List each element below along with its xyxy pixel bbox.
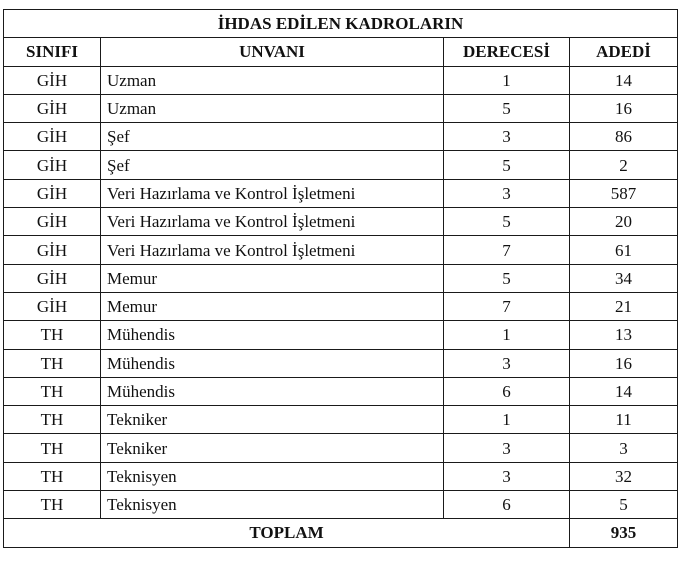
- cell-sinifi: TH: [4, 349, 101, 377]
- cell-derecesi: 6: [444, 377, 570, 405]
- cell-adedi: 14: [570, 66, 678, 94]
- table-row: [4, 406, 678, 434]
- cell-adedi: 3: [570, 434, 678, 462]
- cell-derecesi: 1: [444, 406, 570, 434]
- cell-unvani: Mühendis: [101, 321, 444, 349]
- total-value: 935: [570, 519, 678, 547]
- table-row: [4, 349, 678, 377]
- cell-adedi: 16: [570, 349, 678, 377]
- table-row: [4, 236, 678, 264]
- cell-unvani: Memur: [101, 264, 444, 292]
- header-row: [4, 38, 678, 66]
- cell-adedi: 5: [570, 491, 678, 519]
- cell-sinifi: GİH: [4, 123, 101, 151]
- cell-derecesi: 5: [444, 208, 570, 236]
- cell-sinifi: TH: [4, 491, 101, 519]
- total-row: [4, 519, 678, 547]
- cell-derecesi: 6: [444, 491, 570, 519]
- cell-derecesi: 7: [444, 236, 570, 264]
- title-row: [4, 10, 678, 38]
- cell-sinifi: TH: [4, 462, 101, 490]
- header-unvani: UNVANI: [101, 38, 444, 66]
- cell-adedi: 20: [570, 208, 678, 236]
- cell-sinifi: GİH: [4, 179, 101, 207]
- table-row: [4, 208, 678, 236]
- table-row: [4, 264, 678, 292]
- cell-derecesi: 7: [444, 292, 570, 320]
- cell-derecesi: 5: [444, 151, 570, 179]
- cell-unvani: Tekniker: [101, 434, 444, 462]
- table-title: İHDAS EDİLEN KADROLARIN: [4, 10, 678, 38]
- table-row: [4, 462, 678, 490]
- cell-derecesi: 3: [444, 462, 570, 490]
- cell-derecesi: 1: [444, 66, 570, 94]
- cell-derecesi: 3: [444, 179, 570, 207]
- cell-derecesi: 3: [444, 123, 570, 151]
- cell-derecesi: 5: [444, 94, 570, 122]
- cell-unvani: Veri Hazırlama ve Kontrol İşletmeni: [101, 236, 444, 264]
- cell-unvani: Teknisyen: [101, 462, 444, 490]
- table-row: [4, 66, 678, 94]
- table-row: [4, 377, 678, 405]
- header-adedi: ADEDİ: [570, 38, 678, 66]
- cell-sinifi: TH: [4, 434, 101, 462]
- table-body: [4, 66, 678, 519]
- cell-adedi: 61: [570, 236, 678, 264]
- cell-derecesi: 5: [444, 264, 570, 292]
- cell-unvani: Mühendis: [101, 349, 444, 377]
- cell-adedi: 2: [570, 151, 678, 179]
- table-row: [4, 321, 678, 349]
- header-derecesi: DERECESİ: [444, 38, 570, 66]
- cell-adedi: 86: [570, 123, 678, 151]
- table-row: [4, 491, 678, 519]
- header-sinifi: SINIFI: [4, 38, 101, 66]
- cell-unvani: Veri Hazırlama ve Kontrol İşletmeni: [101, 179, 444, 207]
- cell-adedi: 14: [570, 377, 678, 405]
- table-row: [4, 123, 678, 151]
- cell-sinifi: TH: [4, 321, 101, 349]
- cell-unvani: Uzman: [101, 66, 444, 94]
- table-row: [4, 292, 678, 320]
- cell-adedi: 34: [570, 264, 678, 292]
- cell-unvani: Tekniker: [101, 406, 444, 434]
- cell-adedi: 587: [570, 179, 678, 207]
- cell-unvani: Uzman: [101, 94, 444, 122]
- cell-unvani: Mühendis: [101, 377, 444, 405]
- kadro-table: [3, 9, 678, 548]
- cell-derecesi: 3: [444, 434, 570, 462]
- cell-adedi: 11: [570, 406, 678, 434]
- cell-adedi: 16: [570, 94, 678, 122]
- cell-sinifi: GİH: [4, 66, 101, 94]
- cell-unvani: Veri Hazırlama ve Kontrol İşletmeni: [101, 208, 444, 236]
- table-row: [4, 151, 678, 179]
- cell-adedi: 32: [570, 462, 678, 490]
- cell-derecesi: 1: [444, 321, 570, 349]
- cell-sinifi: GİH: [4, 264, 101, 292]
- cell-sinifi: TH: [4, 377, 101, 405]
- cell-unvani: Şef: [101, 123, 444, 151]
- cell-sinifi: TH: [4, 406, 101, 434]
- cell-sinifi: GİH: [4, 94, 101, 122]
- table-row: [4, 179, 678, 207]
- total-label: TOPLAM: [4, 519, 570, 547]
- cell-unvani: Memur: [101, 292, 444, 320]
- cell-adedi: 13: [570, 321, 678, 349]
- cell-unvani: Teknisyen: [101, 491, 444, 519]
- cell-sinifi: GİH: [4, 236, 101, 264]
- cell-adedi: 21: [570, 292, 678, 320]
- cell-derecesi: 3: [444, 349, 570, 377]
- table-row: [4, 94, 678, 122]
- cell-sinifi: GİH: [4, 292, 101, 320]
- cell-unvani: Şef: [101, 151, 444, 179]
- cell-sinifi: GİH: [4, 208, 101, 236]
- cell-sinifi: GİH: [4, 151, 101, 179]
- table-row: [4, 434, 678, 462]
